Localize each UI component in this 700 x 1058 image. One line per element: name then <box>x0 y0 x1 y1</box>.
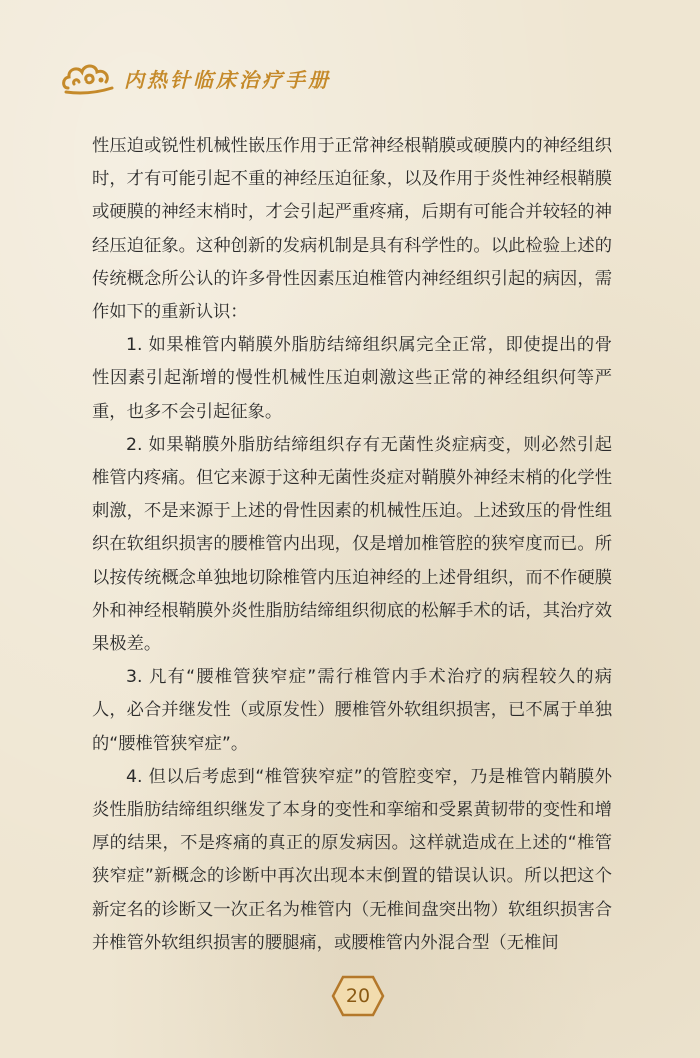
paragraph: 3. 凡有“腰椎管狭窄症”需行椎管内手术治疗的病程较久的病人，必合并继发性（或原发性）腰椎管外软组织损害，已不属于单独的“腰椎管狭窄症”。 <box>92 667 612 754</box>
paragraph: 1. 如果椎管内鞘膜外脂肪结缔组织属完全正常，即使提出的骨性因素引起渐增的慢性机械性压迫刺激这些正常的神经组织何等严重，也多不会引起征象。 <box>92 335 612 422</box>
page-number-badge <box>331 975 385 1017</box>
paragraph: 4. 但以后考虑到“椎管狭窄症”的管腔变窄，乃是椎管内鞘膜外炎性脂肪结缔组织继发了本身的变性和挛缩和受累黄韧带的变性和增厚的结果，不是疼痛的真正的原发病因。这样就造成在上述的“椎管狭窄症”新概念的诊断中再次出现本末倒置的错误认识。所以把这个新定名的诊断又一次正名为椎管内（无椎间盘突出物）软组织损害合并椎管外软组织损害的腰腿痛，或腰椎管内外混合型（无椎间 <box>92 766 612 953</box>
running-header <box>60 56 360 100</box>
main-text <box>92 130 612 960</box>
paragraph: 性压迫或锐性机械性嵌压作用于正常神经根鞘膜或硬膜内的神经组织时，才有可能引起不重的神经压迫征象，以及作用于炎性神经根鞘膜或硬膜的神经末梢时，才会引起严重疼痛，后期有可能合并较轻的神经压迫征象。这种创新的发病机制是具有科学性的。以此检验上述的传统概念所公认的许多骨性因素压迫椎管内神经组织引起的病因，需作如下的重新认识： <box>92 136 612 323</box>
book-title: 内热针临床治疗手册 <box>124 68 331 92</box>
page-number: 20 <box>345 985 371 1007</box>
cloud-ornament-icon <box>60 58 118 98</box>
paragraph: 2. 如果鞘膜外脂肪结缔组织存有无菌性炎症病变，则必然引起椎管内疼痛。但它来源于这种无菌性炎症对鞘膜外神经末梢的化学性刺激，不是来源于上述的骨性因素的机械性压迫。上述致压的骨性组织在软组织损害的腰椎管内出现，仅是增加椎管腔的狭窄度而已。所以按传统概念单独地切除椎管内压迫神经的上述骨组织，而不作硬膜外和神经根鞘膜外炎性脂肪结缔组织彻底的松解手术的话，其治疗效果极差。 <box>92 434 612 655</box>
